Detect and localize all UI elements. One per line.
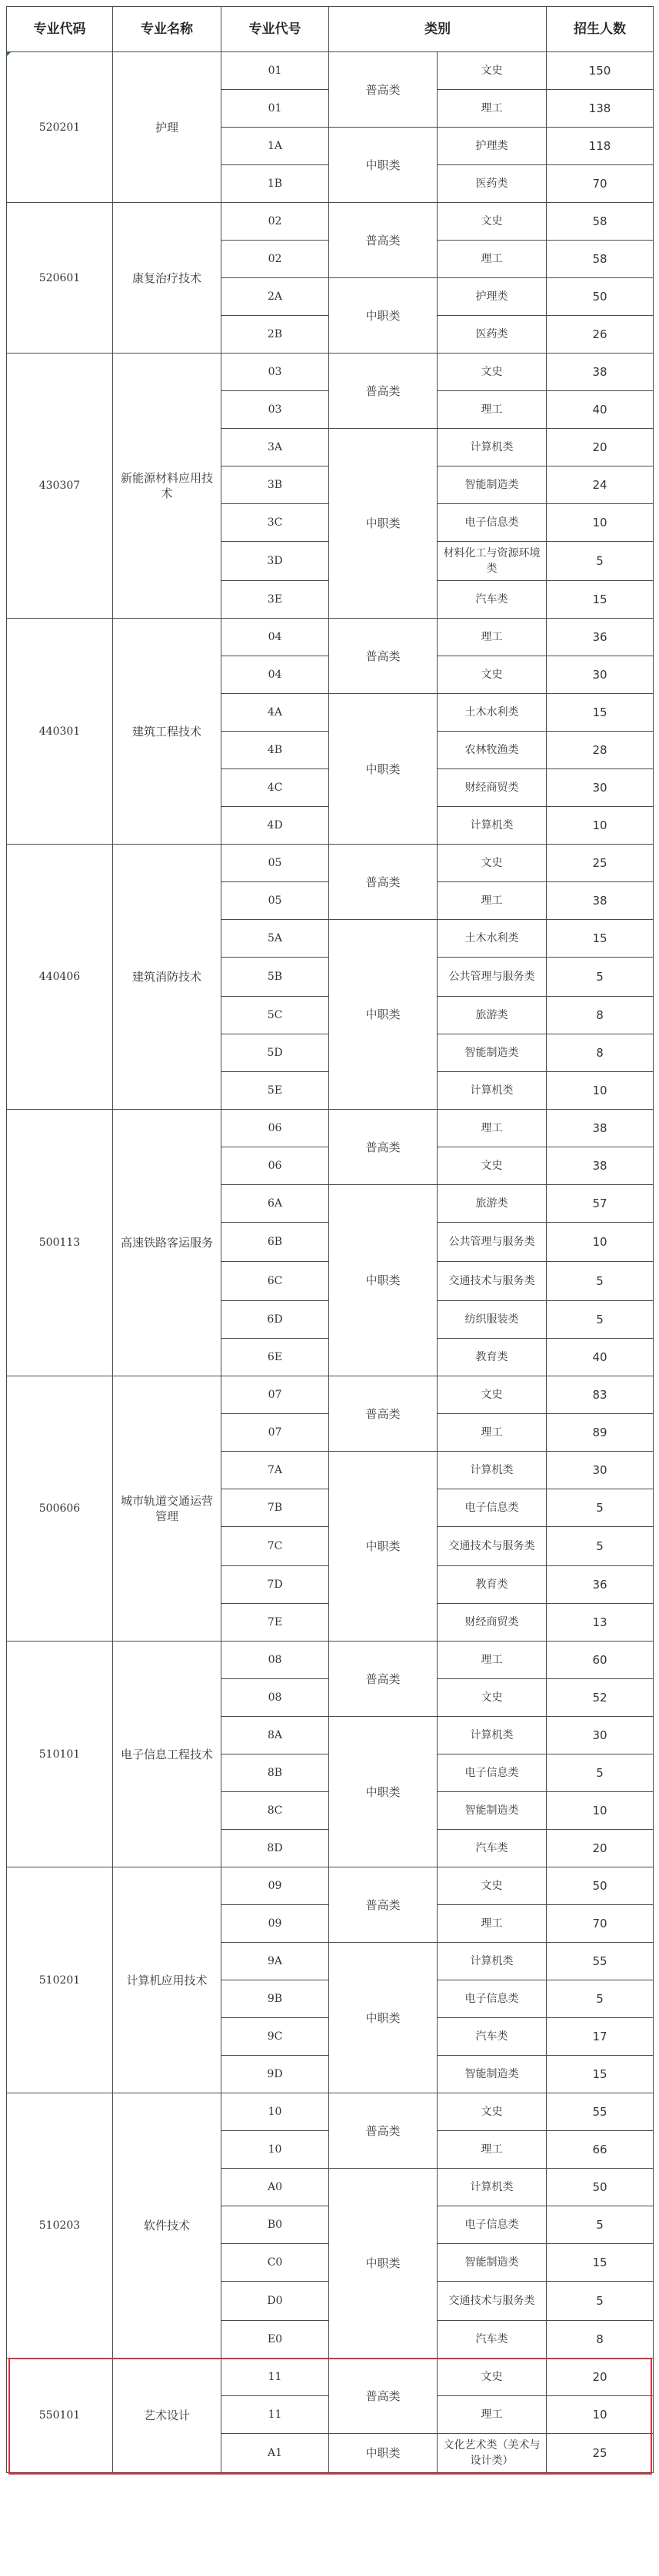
enrollment-count-cell: 36 xyxy=(547,1566,654,1604)
subject-cell: 智能制造类 xyxy=(438,1792,547,1830)
sub-code-cell: 06 xyxy=(221,1147,329,1185)
sub-code-cell: 04 xyxy=(221,619,329,656)
sub-code-cell: 11 xyxy=(221,2359,329,2396)
sub-code-cell: 02 xyxy=(221,203,329,241)
major-code-cell: 500606 xyxy=(7,1376,113,1642)
enrollment-count-cell: 25 xyxy=(547,2434,654,2473)
sub-code-cell: 06 xyxy=(221,1110,329,1147)
subject-cell: 汽车类 xyxy=(438,2018,547,2056)
header-enrollment: 招生人数 xyxy=(547,7,654,52)
enrollment-count-cell: 55 xyxy=(547,2093,654,2131)
enrollment-count-cell: 15 xyxy=(547,694,654,732)
enrollment-count-cell: 10 xyxy=(547,504,654,542)
enrollment-count-cell: 50 xyxy=(547,2169,654,2206)
enrollment-count-cell: 8 xyxy=(547,1034,654,1072)
subject-cell: 计算机类 xyxy=(438,807,547,845)
subject-cell: 理工 xyxy=(438,241,547,278)
sub-code-cell: 5C xyxy=(221,997,329,1034)
subject-cell: 汽车类 xyxy=(438,1830,547,1867)
track-cell: 普高类 xyxy=(329,1867,438,1943)
subject-cell: 理工 xyxy=(438,882,547,920)
enrollment-count-cell: 58 xyxy=(547,241,654,278)
enrollment-count-cell: 10 xyxy=(547,2396,654,2434)
enrollment-count-cell: 13 xyxy=(547,1604,654,1642)
major-name-cell: 城市轨道交通运营管理 xyxy=(113,1376,221,1642)
sub-code-cell: 5A xyxy=(221,920,329,958)
track-cell: 中职类 xyxy=(329,1717,438,1867)
track-cell: 中职类 xyxy=(329,1452,438,1642)
subject-cell: 教育类 xyxy=(438,1339,547,1376)
major-name-cell: 建筑工程技术 xyxy=(113,619,221,845)
major-name-cell: 护理 xyxy=(113,52,221,203)
enrollment-count-cell: 5 xyxy=(547,1980,654,2018)
major-code-cell: 440301 xyxy=(7,619,113,845)
sub-code-cell: 04 xyxy=(221,656,329,694)
track-cell: 普高类 xyxy=(329,1642,438,1717)
subject-cell: 旅游类 xyxy=(438,997,547,1034)
subject-cell: 材料化工与资源环境类 xyxy=(438,542,547,581)
subject-cell: 智能制造类 xyxy=(438,2056,547,2093)
sub-code-cell: 9C xyxy=(221,2018,329,2056)
header-sub-code: 专业代号 xyxy=(221,7,329,52)
track-cell: 普高类 xyxy=(329,52,438,128)
subject-cell: 护理类 xyxy=(438,128,547,165)
track-cell: 中职类 xyxy=(329,2434,438,2473)
sub-code-cell: A0 xyxy=(221,2169,329,2206)
track-cell: 普高类 xyxy=(329,619,438,694)
table-row xyxy=(7,2359,654,2396)
sub-code-cell: 3E xyxy=(221,581,329,619)
enrollment-count-cell: 57 xyxy=(547,1185,654,1223)
subject-cell: 智能制造类 xyxy=(438,466,547,504)
table-row xyxy=(7,203,654,241)
subject-cell: 电子信息类 xyxy=(438,1489,547,1527)
sub-code-cell: 4B xyxy=(221,732,329,769)
subject-cell: 计算机类 xyxy=(438,2169,547,2206)
subject-cell: 电子信息类 xyxy=(438,504,547,542)
subject-cell: 农林牧渔类 xyxy=(438,732,547,769)
sub-code-cell: 8A xyxy=(221,1717,329,1754)
subject-cell: 汽车类 xyxy=(438,2321,547,2359)
subject-cell: 公共管理与服务类 xyxy=(438,958,547,997)
enrollment-count-cell: 150 xyxy=(547,52,654,90)
enrollment-count-cell: 83 xyxy=(547,1376,654,1414)
table-row xyxy=(7,354,654,391)
sub-code-cell: 03 xyxy=(221,354,329,391)
enrollment-count-cell: 52 xyxy=(547,1679,654,1717)
subject-cell: 财经商贸类 xyxy=(438,769,547,807)
enrollment-count-cell: 36 xyxy=(547,619,654,656)
sub-code-cell: 9B xyxy=(221,1980,329,2018)
subject-cell: 理工 xyxy=(438,391,547,429)
subject-cell: 计算机类 xyxy=(438,1072,547,1110)
enrollment-count-cell: 66 xyxy=(547,2131,654,2169)
subject-cell: 电子信息类 xyxy=(438,1754,547,1792)
major-name-cell: 建筑消防技术 xyxy=(113,845,221,1110)
major-code-cell: 550101 xyxy=(7,2359,113,2473)
major-name-cell: 新能源材料应用技术 xyxy=(113,354,221,619)
enrollment-table xyxy=(6,6,654,2473)
track-cell: 中职类 xyxy=(329,1185,438,1376)
enrollment-count-cell: 15 xyxy=(547,920,654,958)
subject-cell: 文史 xyxy=(438,656,547,694)
sub-code-cell: 5E xyxy=(221,1072,329,1110)
enrollment-count-cell: 60 xyxy=(547,1642,654,1679)
sub-code-cell: 3A xyxy=(221,429,329,466)
sub-code-cell: 6B xyxy=(221,1223,329,1262)
sub-code-cell: 10 xyxy=(221,2131,329,2169)
enrollment-count-cell: 89 xyxy=(547,1414,654,1452)
subject-cell: 电子信息类 xyxy=(438,2206,547,2244)
subject-cell: 文史 xyxy=(438,52,547,90)
major-name-cell: 艺术设计 xyxy=(113,2359,221,2473)
sub-code-cell: 3B xyxy=(221,466,329,504)
sub-code-cell: 02 xyxy=(221,241,329,278)
enrollment-count-cell: 38 xyxy=(547,354,654,391)
table-row xyxy=(7,1376,654,1414)
subject-cell: 汽车类 xyxy=(438,581,547,619)
sub-code-cell: 5D xyxy=(221,1034,329,1072)
subject-cell: 理工 xyxy=(438,2396,547,2434)
enrollment-count-cell: 24 xyxy=(547,466,654,504)
subject-cell: 土木水利类 xyxy=(438,920,547,958)
subject-cell: 计算机类 xyxy=(438,1943,547,1980)
subject-cell: 文史 xyxy=(438,2093,547,2131)
subject-cell: 计算机类 xyxy=(438,1452,547,1489)
subject-cell: 理工 xyxy=(438,1642,547,1679)
enrollment-count-cell: 118 xyxy=(547,128,654,165)
subject-cell: 医药类 xyxy=(438,316,547,354)
major-code-cell: 430307 xyxy=(7,354,113,619)
sub-code-cell: 6D xyxy=(221,1301,329,1339)
sub-code-cell: 2B xyxy=(221,316,329,354)
table-row xyxy=(7,1642,654,1679)
enrollment-count-cell: 30 xyxy=(547,656,654,694)
enrollment-count-cell: 10 xyxy=(547,807,654,845)
subject-cell: 文史 xyxy=(438,1147,547,1185)
major-name-cell: 计算机应用技术 xyxy=(113,1867,221,2093)
header-category: 类别 xyxy=(329,7,547,52)
subject-cell: 智能制造类 xyxy=(438,1034,547,1072)
header-major-name: 专业名称 xyxy=(113,7,221,52)
major-code-cell: 510201 xyxy=(7,1867,113,2093)
track-cell: 普高类 xyxy=(329,845,438,920)
subject-cell: 理工 xyxy=(438,619,547,656)
subject-cell: 理工 xyxy=(438,2131,547,2169)
subject-cell: 理工 xyxy=(438,1905,547,1943)
subject-cell: 智能制造类 xyxy=(438,2244,547,2282)
subject-cell: 文史 xyxy=(438,2359,547,2396)
subject-cell: 理工 xyxy=(438,90,547,128)
enrollment-count-cell: 10 xyxy=(547,1792,654,1830)
enrollment-count-cell: 8 xyxy=(547,2321,654,2359)
subject-cell: 交通技术与服务类 xyxy=(438,1527,547,1566)
sub-code-cell: 3C xyxy=(221,504,329,542)
track-cell: 普高类 xyxy=(329,354,438,429)
track-cell: 中职类 xyxy=(329,128,438,203)
table-row xyxy=(7,2093,654,2131)
sub-code-cell: 05 xyxy=(221,882,329,920)
sub-code-cell: 11 xyxy=(221,2396,329,2434)
major-code-cell: 520201 xyxy=(7,52,113,203)
subject-cell: 电子信息类 xyxy=(438,1980,547,2018)
track-cell: 普高类 xyxy=(329,1110,438,1185)
track-cell: 普高类 xyxy=(329,2359,438,2434)
enrollment-count-cell: 5 xyxy=(547,1527,654,1566)
sub-code-cell: 08 xyxy=(221,1642,329,1679)
subject-cell: 理工 xyxy=(438,1110,547,1147)
sub-code-cell: 4A xyxy=(221,694,329,732)
major-name-cell: 电子信息工程技术 xyxy=(113,1642,221,1867)
sub-code-cell: 1B xyxy=(221,165,329,203)
enrollment-count-cell: 15 xyxy=(547,581,654,619)
subject-cell: 公共管理与服务类 xyxy=(438,1223,547,1262)
major-name-cell: 高速铁路客运服务 xyxy=(113,1110,221,1376)
sub-code-cell: 05 xyxy=(221,845,329,882)
major-code-cell: 500113 xyxy=(7,1110,113,1376)
sub-code-cell: C0 xyxy=(221,2244,329,2282)
sub-code-cell: 01 xyxy=(221,52,329,90)
sub-code-cell: 9D xyxy=(221,2056,329,2093)
subject-cell: 交通技术与服务类 xyxy=(438,2282,547,2321)
enrollment-count-cell: 5 xyxy=(547,1489,654,1527)
major-name-cell: 软件技术 xyxy=(113,2093,221,2359)
enrollment-count-cell: 38 xyxy=(547,1110,654,1147)
sub-code-cell: 5B xyxy=(221,958,329,997)
sub-code-cell: 9A xyxy=(221,1943,329,1980)
enrollment-count-cell: 138 xyxy=(547,90,654,128)
major-code-cell: 510203 xyxy=(7,2093,113,2359)
subject-cell: 文史 xyxy=(438,845,547,882)
track-cell: 中职类 xyxy=(329,920,438,1110)
enrollment-count-cell: 40 xyxy=(547,391,654,429)
major-code-cell: 520601 xyxy=(7,203,113,354)
subject-cell: 文史 xyxy=(438,1679,547,1717)
enrollment-count-cell: 20 xyxy=(547,429,654,466)
subject-cell: 教育类 xyxy=(438,1566,547,1604)
sub-code-cell: A1 xyxy=(221,2434,329,2473)
enrollment-count-cell: 25 xyxy=(547,845,654,882)
enrollment-count-cell: 10 xyxy=(547,1072,654,1110)
sub-code-cell: 2A xyxy=(221,278,329,316)
sub-code-cell: 09 xyxy=(221,1905,329,1943)
enrollment-count-cell: 5 xyxy=(547,958,654,997)
subject-cell: 文史 xyxy=(438,1867,547,1905)
sub-code-cell: 8C xyxy=(221,1792,329,1830)
enrollment-count-cell: 8 xyxy=(547,997,654,1034)
track-cell: 普高类 xyxy=(329,1376,438,1452)
subject-cell: 医药类 xyxy=(438,165,547,203)
subject-cell: 护理类 xyxy=(438,278,547,316)
sub-code-cell: 7D xyxy=(221,1566,329,1604)
sub-code-cell: B0 xyxy=(221,2206,329,2244)
enrollment-count-cell: 30 xyxy=(547,769,654,807)
table-row xyxy=(7,1867,654,1905)
track-cell: 普高类 xyxy=(329,203,438,278)
subject-cell: 文化艺术类（美术与设计类） xyxy=(438,2434,547,2473)
enrollment-count-cell: 15 xyxy=(547,2244,654,2282)
enrollment-count-cell: 5 xyxy=(547,1301,654,1339)
major-code-cell: 510101 xyxy=(7,1642,113,1867)
subject-cell: 文史 xyxy=(438,203,547,241)
track-cell: 中职类 xyxy=(329,694,438,845)
subject-cell: 计算机类 xyxy=(438,429,547,466)
cell-corner-marker xyxy=(7,52,11,56)
enrollment-count-cell: 70 xyxy=(547,1905,654,1943)
enrollment-count-cell: 5 xyxy=(547,2282,654,2321)
enrollment-count-cell: 20 xyxy=(547,1830,654,1867)
enrollment-count-cell: 5 xyxy=(547,2206,654,2244)
track-cell: 中职类 xyxy=(329,278,438,354)
subject-cell: 纺织服装类 xyxy=(438,1301,547,1339)
sub-code-cell: 10 xyxy=(221,2093,329,2131)
sub-code-cell: 07 xyxy=(221,1414,329,1452)
header-row xyxy=(7,7,654,52)
sub-code-cell: D0 xyxy=(221,2282,329,2321)
header-major-code: 专业代码 xyxy=(7,7,113,52)
enrollment-count-cell: 10 xyxy=(547,1223,654,1262)
sub-code-cell: 7C xyxy=(221,1527,329,1566)
track-cell: 普高类 xyxy=(329,2093,438,2169)
subject-cell: 计算机类 xyxy=(438,1717,547,1754)
enrollment-count-cell: 5 xyxy=(547,1754,654,1792)
major-code-cell: 440406 xyxy=(7,845,113,1110)
subject-cell: 旅游类 xyxy=(438,1185,547,1223)
enrollment-count-cell: 70 xyxy=(547,165,654,203)
sub-code-cell: 1A xyxy=(221,128,329,165)
enrollment-count-cell: 50 xyxy=(547,278,654,316)
enrollment-count-cell: 17 xyxy=(547,2018,654,2056)
subject-cell: 财经商贸类 xyxy=(438,1604,547,1642)
enrollment-count-cell: 30 xyxy=(547,1717,654,1754)
sub-code-cell: 3D xyxy=(221,542,329,581)
subject-cell: 文史 xyxy=(438,354,547,391)
enrollment-count-cell: 55 xyxy=(547,1943,654,1980)
enrollment-count-cell: 58 xyxy=(547,203,654,241)
major-name-cell: 康复治疗技术 xyxy=(113,203,221,354)
enrollment-count-cell: 28 xyxy=(547,732,654,769)
table-row xyxy=(7,619,654,656)
sub-code-cell: 07 xyxy=(221,1376,329,1414)
enrollment-count-cell: 26 xyxy=(547,316,654,354)
sub-code-cell: E0 xyxy=(221,2321,329,2359)
sub-code-cell: 7B xyxy=(221,1489,329,1527)
enrollment-count-cell: 5 xyxy=(547,542,654,581)
enrollment-count-cell: 38 xyxy=(547,1147,654,1185)
enrollment-count-cell: 30 xyxy=(547,1452,654,1489)
sub-code-cell: 09 xyxy=(221,1867,329,1905)
enrollment-count-cell: 40 xyxy=(547,1339,654,1376)
track-cell: 中职类 xyxy=(329,2169,438,2359)
sub-code-cell: 4D xyxy=(221,807,329,845)
sub-code-cell: 8D xyxy=(221,1830,329,1867)
sub-code-cell: 08 xyxy=(221,1679,329,1717)
sub-code-cell: 4C xyxy=(221,769,329,807)
table-row xyxy=(7,1110,654,1147)
sub-code-cell: 6C xyxy=(221,1262,329,1301)
enrollment-count-cell: 20 xyxy=(547,2359,654,2396)
enrollment-count-cell: 38 xyxy=(547,882,654,920)
subject-cell: 文史 xyxy=(438,1376,547,1414)
subject-cell: 理工 xyxy=(438,1414,547,1452)
sub-code-cell: 6A xyxy=(221,1185,329,1223)
sub-code-cell: 01 xyxy=(221,90,329,128)
enrollment-count-cell: 5 xyxy=(547,1262,654,1301)
sub-code-cell: 7A xyxy=(221,1452,329,1489)
track-cell: 中职类 xyxy=(329,1943,438,2093)
enrollment-count-cell: 50 xyxy=(547,1867,654,1905)
track-cell: 中职类 xyxy=(329,429,438,619)
table-row xyxy=(7,845,654,882)
sub-code-cell: 8B xyxy=(221,1754,329,1792)
sub-code-cell: 03 xyxy=(221,391,329,429)
subject-cell: 交通技术与服务类 xyxy=(438,1262,547,1301)
table-row xyxy=(7,52,654,90)
enrollment-count-cell: 15 xyxy=(547,2056,654,2093)
sub-code-cell: 7E xyxy=(221,1604,329,1642)
subject-cell: 土木水利类 xyxy=(438,694,547,732)
sub-code-cell: 6E xyxy=(221,1339,329,1376)
